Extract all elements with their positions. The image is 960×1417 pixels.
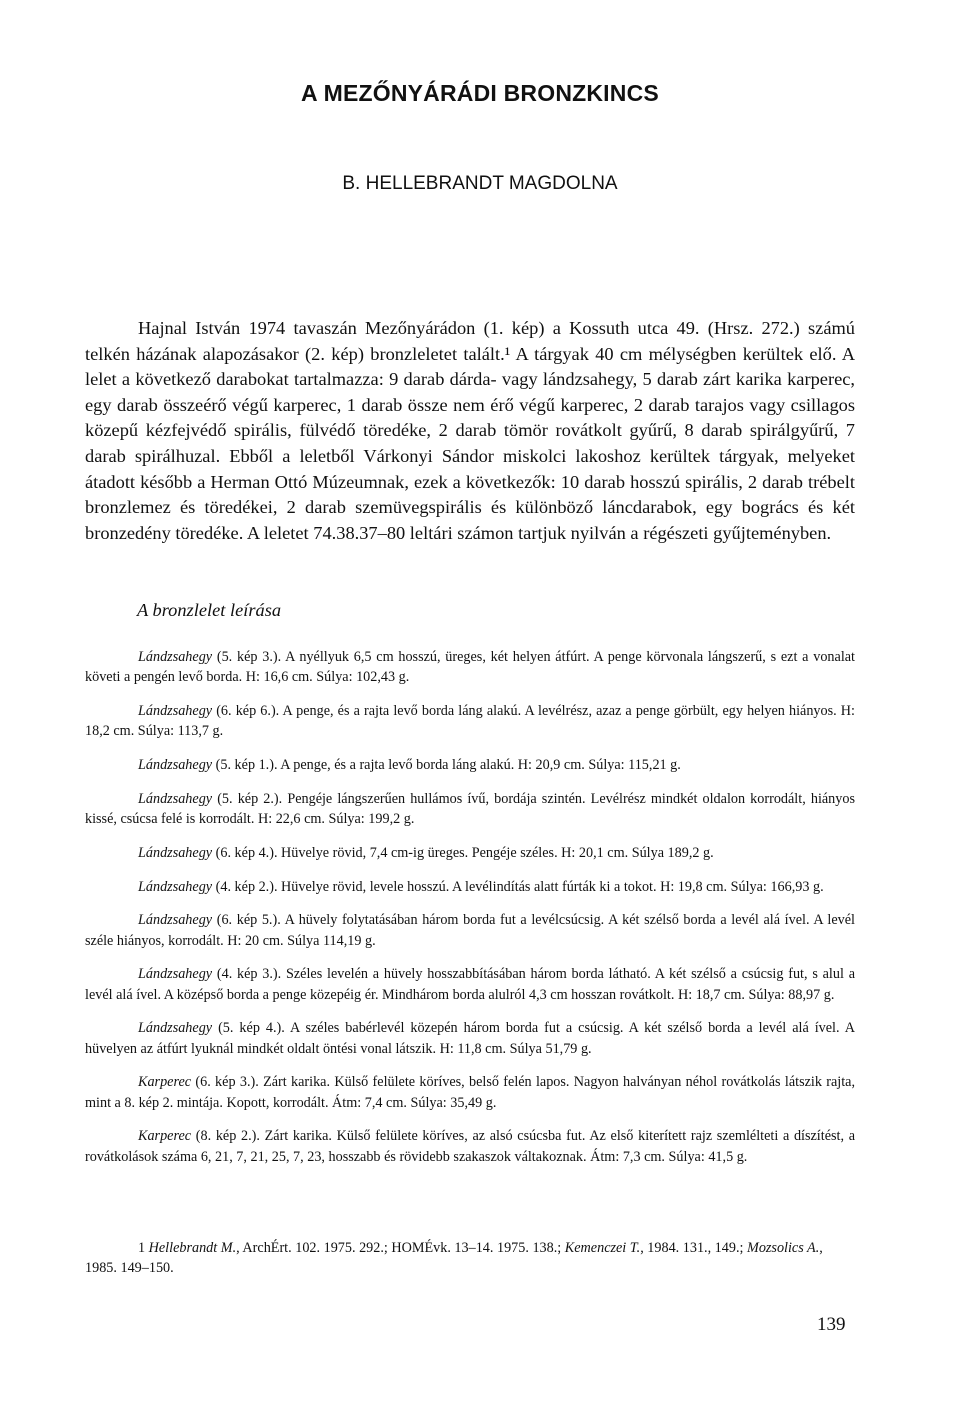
entry-body: (5. kép 1.). A penge, és a rajta levő borda láng alakú. H: 20,9 cm. Súlya: 115,21 g. [212, 757, 681, 773]
footnote-text-3: , 1985. 149–150. [85, 1240, 823, 1277]
entry-9 [85, 1018, 855, 1058]
section-heading: A bronzlelet leírása [137, 600, 282, 620]
entry-head: Lándzsahegy [138, 1020, 213, 1037]
entry-head: Lándzsahegy [138, 703, 213, 719]
entry-body: (6. kép 6.). A penge, és a rajta levő borda láng alakú. A levélrész, azaz a penge görbült, egy helyen hiányos. H: 18,2 cm. Súlya: 113,7 g. [85, 703, 855, 740]
entry-head: Lándzsahegy [138, 790, 213, 807]
footnote [85, 1238, 855, 1278]
find-descriptions [85, 647, 855, 1180]
entry-head: Karperec [138, 1074, 192, 1091]
entry-head: Lándzsahegy [138, 878, 213, 895]
entry-4 [85, 789, 855, 829]
entry-body: (4. kép 3.). Széles levelén a hüvely hosszabbításában három borda látható. A két szélső a csúcsig fut, s alul a levél alá ível. A középső borda a penge közepéig ér. Mindhárom borda alulról 4,3 cm hosszan rovátkolt. H: 18,7 cm. Súlya: 88,97 g. [85, 966, 855, 1003]
entry-10 [85, 1072, 855, 1112]
footnote-author-1: Hellebrandt M. [148, 1240, 237, 1256]
entry-3 [85, 755, 855, 775]
entry-head: Lándzsahegy [138, 966, 213, 983]
intro-paragraph [85, 316, 855, 546]
entry-body: (8. kép 2.). Zárt karika. Külső felülete köríves, az alsó csúcsba fut. Az első kiterített rajz szemlélteti a díszítést, a rovátkolások száma 6, 21, 7, 21, 25, 7, 23, hosszabb és rövidebb szakaszok váltakoznak. Átm: 7,3 cm. Súlya: 41,5 g. [85, 1128, 855, 1165]
entry-head: Lándzsahegy [138, 844, 213, 861]
entry-head: Lándzsahegy [138, 649, 213, 665]
footnote-number: 1 [138, 1240, 146, 1256]
article-title: A MEZŐNYÁRÁDI BRONZKINCS [301, 80, 659, 106]
entry-6 [85, 877, 855, 897]
entry-head: Karperec [138, 1128, 192, 1145]
entry-body: (5. kép 3.). A nyéllyuk 6,5 cm hosszú, üreges, két helyen átfúrt. A penge körvonala lángszerű, s ezt a vonalat követi a pengén levő borda. H: 16,6 cm. Súlya: 102,43 g. [85, 649, 855, 686]
entry-8 [85, 964, 855, 1004]
footnote-author-2: Kemenczei T. [564, 1240, 641, 1256]
entry-head: Lándzsahegy [138, 757, 213, 773]
footnote-text-1: , ArchÉrt. 102. 1975. 292.; HOMÉvk. 13–14. 1975. 138.; [236, 1240, 565, 1256]
intro-text: Hajnal István 1974 tavaszán Mezőnyárádon (1. kép) a Kossuth utca 49. (Hrsz. 272.) számú telkén házának alapozásakor (2. kép) bronzleletet talált.¹ A tárgyak 40 cm mélységben kerültek elő. A lelet a következő darabokat tartalmazza: 9 darab dárda- vagy lándzsahegy, 5 darab zárt karika karperec, egy darab összeérő végű karperec, 1 darab össze nem érő végű karperec, 2 darab tarajos vagy csillagos közepű kézfejvédő spirális, fülvédő töredéke, 2 darab tömör rovátkolt gyűrű, 8 darab spirálgyűrű, 7 darab spirálhuzal. Ebből a leletből Várkonyi Sándor miskolci lakoshoz kerültek tárgyak, melyeket átadott később a Herman Ottó Múzeumnak, ezek a következők: 10 darab hosszú spirális, 2 darab trébelt bronzlemez és töredékei, 2 darab szemüvegspirális és különböző láncdarabok, egy bogrács és két bronzedény töredéke. A leletet 74.38.37–80 leltári számon tartjuk nyilván a régészeti gyűjteményben. [85, 318, 855, 543]
entry-1 [85, 647, 855, 687]
entry-5 [85, 843, 855, 863]
author-name: B. HELLEBRANDT MAGDOLNA [342, 173, 618, 194]
page-number: 139 [817, 1314, 846, 1335]
entry-body: (5. kép 4.). A széles babérlevél közepén három borda fut a csúcsig. A két szélső borda a levél alá ível. A hüvelyen az átfúrt lyuknál mindkét oldalt öntési vonal látszik. H: 11,8 cm. Súlya 51,79 g. [85, 1020, 855, 1057]
entry-body: (6. kép 4.). Hüvelye rövid, 7,4 cm-ig üreges. Pengéje széles. H: 20,1 cm. Súlya 189,2 g. [212, 844, 714, 861]
entry-body: (4. kép 2.). Hüvelye rövid, levele hosszú. A levélindítás alatt fúrták ki a tokot. H: 19,8 cm. Súlya: 166,93 g. [212, 878, 824, 895]
entry-7 [85, 910, 855, 950]
footnote-text-2: , 1984. 131., 149.; [640, 1240, 747, 1256]
footnote-author-3: Mozsolics A. [747, 1240, 820, 1256]
entry-body: (6. kép 5.). A hüvely folytatásában három borda fut a levélcsúcsig. A két szélső borda a levél alá ível. A levél széle hiányos, korrodált. H: 20 cm. Súlya 114,19 g. [85, 912, 855, 949]
entry-body: (5. kép 2.). Pengéje lángszerűen hullámos ívű, bordája szintén. Levélrész mindkét oldalon korrodált, hiányos kissé, csúcsa felé is korrodált. H: 22,6 cm. Súlya: 199,2 g. [85, 790, 855, 827]
entry-2 [85, 701, 855, 741]
entry-head: Lándzsahegy [138, 912, 213, 929]
entry-11 [85, 1126, 855, 1166]
entry-body: (6. kép 3.). Zárt karika. Külső felülete köríves, belső felén lapos. Nagyon halványan néhol rovátkolás látszik rajta, mint a 8. kép 2. mintája. Kopott, korrodált. Átm: 7,4 cm. Súlya: 35,49 g. [85, 1074, 855, 1111]
